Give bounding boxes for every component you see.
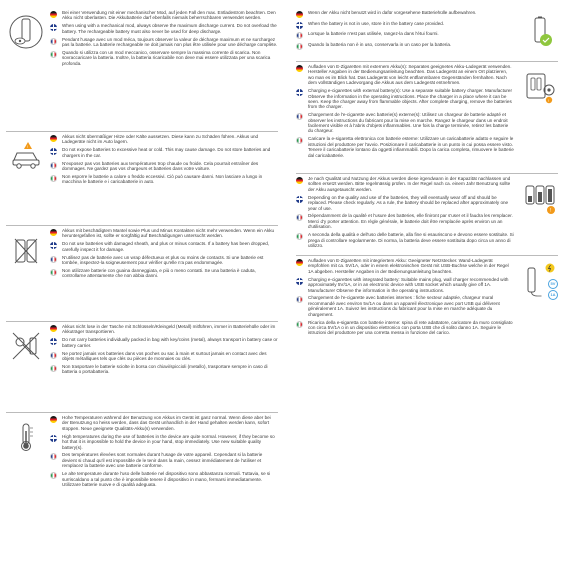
entry-text: Caricare la e-sigaretta elettronica con batterie esterne: Utilizzare un caricabatterie adatto e seguire le istruzioni del produttore per l'avvio. Posizionare il caricabatterie in un punto in cui possa essere visto. Tenere il caricabatterie lontano da oggetti infiammabili. Dopo la carica completa, rimuovere le batterie dal caricabatterie. [308,136,514,158]
flag-de-icon [50,135,57,142]
entry-text: Des températures élevées sont normales durant l'usage de votre appareil. Cependant si la batterie devient si chaud qu'il est impossible de le tenir dans la main, cessez immédiatement de l'utiliser et remplacez la batterie avec une batterie conforme. [62,452,263,469]
entry-en [296,88,514,110]
svg-text:!: ! [550,208,552,214]
entry-text: When the battery is not in use, store it in the battery case provided. [308,20,445,26]
section-replacement [296,176,558,256]
entry-text: Do not expose batteries to excessive heat or cold. This may cause damage. Do not store batteries and chargers in the car. [62,147,271,158]
entry-de [296,64,514,86]
entry-fr [296,31,514,39]
flag-it-icon [50,269,57,276]
entry-de [296,10,514,18]
entry-it [296,42,514,50]
section-entries [50,228,278,279]
entry-it [50,364,278,375]
entry-fr [50,161,278,172]
flag-en-icon [296,22,303,29]
entry-text: Bei einer Verwendung mit einer mechanischer Mod, auf jeden Fall den max. Entladestrom beachten. Den Akku nicht überlasten. Die Akkubatterie darf ebenfalls niemals beherrschbaren verwendet werden. [62,10,276,21]
current-badge: 1A [548,290,558,300]
entry-de [296,258,514,274]
flag-en-icon [50,148,57,155]
flag-fr-icon [50,162,57,169]
entry-text: Non utilizzare batterie con guaina danneggiata, e più o meno contatti. Se una batteria è caduta, controllarne attentamente che non abbia danni. [62,267,256,279]
entry-en [296,195,514,211]
entry-de [50,324,278,335]
entry-text: Lorsque la batterie n'est pas utilisée, rangez-la dans l'étui fourni. [308,31,439,36]
flag-de-icon [296,11,303,18]
flag-it-icon [296,137,303,144]
flag-de-icon [296,65,303,72]
entry-text: Non trasportare le batterie sciolte in borsa con chiavi/spiccioli (metallo), trasportare sempre in caso di batteria o portabatteria. [62,363,268,375]
thermometer-icon [8,419,44,455]
entry-en [296,21,514,29]
flag-en-icon [296,278,303,285]
section-entries [50,324,278,375]
entry-text: Chargement de l'e-cigarette avec batterie(s) externe(s): Utilisez un chargeur de batterie adapté et observer les instructions du fabricant pour la mise en marche. Rangez le chargeur dans un endroit facilement visible et à l'abris d'objets inflammables. Une fois la charge terminée, retirez les batterie du chargeur. [308,112,509,134]
flag-it-icon [50,472,57,479]
right-column [296,8,558,363]
entry-text: Ne portez jamais vos batteries dans vos poches ou sac à main et surtout jamais en contact avec des objets métalliques tels que clés ou pièces de monnaies ou clés. [62,350,267,362]
battery-check-icon [522,14,558,50]
entry-text: Depending on the quality and use of the batteries, they will eventually wear off and should be replaced. Please check regularly. As a rule, the battery should be replaced after approximately one year of use. [308,194,509,211]
entry-text: Le alte temperature durante l'uso delle batterie nel dispositivo sono abbastanza normali. Tuttavia, se si surriscaldano a tal punto che è impossibile tenere il dispositivo in mano, fermarsi immediatamente. Utilizzare batterie nuove e di qualità adeguata. [62,471,271,487]
flag-de-icon [296,177,303,184]
flag-it-icon [296,43,303,50]
section-keys-coins [6,324,278,413]
flag-de-icon [50,416,57,423]
section-mechanical-mod [6,10,278,132]
flag-fr-icon [50,256,57,263]
entry-text: Non esporre le batterie a calore o freddo eccessivi. Ciò può causare danni. Non lasciare a lungo in macchina le batterie e i caricabatterie in auto. [62,173,263,185]
entry-it [296,320,514,336]
entry-text: When using with a mechanical mod, always observe the maximum discharge current. Do not overload the battery. The rechargeable battery must also never be used for deep discharge. [62,23,277,34]
entry-it [50,471,278,487]
entry-de [296,176,514,192]
entry-text: Aufladen von E-Zigaretten mit externem Akku(s): Separates geeignetes Akku-Ladegerät verwenden. Hersteller Angaben in der Bedienungsanleitung beachten. Das Ladegerät an einem Ort platzieren, wo man es im Blick hat. Das Ladegerät von leicht entflammbaren Gegenständen fernhalten. Nach dem vollständigen Ladevorgang die Akkus aus dem Ladegerät entnehmen. [308,64,512,86]
section-entries [296,10,514,50]
entry-it [296,136,514,158]
entry-fr [296,213,514,229]
flag-fr-icon [296,296,303,303]
flag-fr-icon [50,352,57,359]
flag-it-icon [50,365,57,372]
entry-text: Do not use batteries with damaged sheath, and plus or minus contacts. If a battery has been dropped, carefully inspect it for damage. [62,241,270,252]
flag-de-icon [50,11,57,18]
entry-text: Chargement de l'e-cigarette avec batteries internes : fiche secteur adaptée, chargeur mural recommandé avec environ 5v/1A ou dans un appareil électronique avec port USB qui délivrent généralement 1A. Suivez les instructions du fabricant pour la mise en marche adéquate du chargement. [308,295,500,317]
entry-de [50,134,278,145]
entry-text: Quando si utilizza con un mod meccanico, osservare sempre la massima corrente di scarica. Non sovraccaricare la batteria. Inoltre, la batteria ricaricabile non deve mai essere utilizzata per una scarica profonda. [62,49,271,66]
flag-fr-icon [296,32,303,39]
usb-charging-icon [522,262,558,298]
flag-de-icon [296,259,303,266]
entry-text: A seconda della qualità e dell'uso delle batterie, alla fine si esauriscono e devono essere sostituite. Si prega di controllare regolarmente. Di norma, la batteria deve essere sostituita dopo circa un anno di utilizzo. [308,232,514,248]
section-entries [296,64,514,158]
entry-text: Quando la batteria non è in uso, conservarla in un caso per la batteria. [308,41,452,47]
entry-en [50,23,278,34]
section-entries [50,415,278,487]
entry-text: Charging e-cigarettes with external battery(s): Use a separate suitable battery charger. Manufacturer Observe the information in the operating instructions. Place the charger in a place where it can be seen. Keep the charger away from flammable objects. After complete charging, remove the batteries from the charger. [308,88,513,110]
flag-it-icon [296,321,303,328]
section-heat-cold [6,134,278,226]
entry-text: Wenn der Akku nicht benutzt wird in dafür vorgesehene Batteriehülle aufbewahren. [308,10,477,15]
entry-it [296,232,514,248]
flag-it-icon [50,51,57,58]
flag-de-icon [50,325,57,332]
section-entries [50,10,278,66]
battery-levels-icon [522,180,558,216]
entry-de [50,10,278,21]
flag-fr-icon [50,38,57,45]
entry-it [50,50,278,66]
section-temperature [6,415,278,569]
entry-fr [50,255,278,266]
entry-text: Dépendamment de la qualité et l'usure des batteries, elle finiront par s'user et il faudra les remplacer. Merci d'y porter attention. En règle générale, le batterie doit être remplacée après environ un an d'utilisation. [308,213,513,230]
entry-en [50,147,278,158]
entry-en [50,434,278,450]
entry-text: High temperatures during the use of batteries in the device are quite normal. However, if they become so hot that it is impossible to hold the device in your hand, stop immediately. Use new suitable quality battery(s). [62,433,275,450]
entry-text: Akkus nicht lose in der Tasche mit Schlüsseln/Kleingeld (Metall) mitführen, immer in Batteriehülle oder im Akkuträger transportieren. [62,324,276,335]
flag-en-icon [50,24,57,31]
flag-en-icon [296,196,303,203]
charger-observe-icon [522,68,558,104]
entry-de [50,415,278,431]
flag-en-icon [50,242,57,249]
entry-text: Charging e-cigarettes with integrated battery: Suitable mains plug, wall charger recommended with approximately 5V/1A, or in an electronic device with USB socket which usually give off 1A. Manufacturer Observe the information in the operating instructions. [308,276,509,293]
entry-text: Do not carry batteries individually packed in bag with key/coins (metal), always transport in battery case or battery carrier. [62,337,278,348]
entry-it [50,174,278,185]
entry-text: Aufladen von E-Zigaretten mit integriertem Akku: Geeigneter Netzstecker. Wand-Ladegerät empfohlen mit ca. 5V/1A, oder in einem elektronischen Gerät mit USB-Buchse welche in der Regel 1A abgeben. Hersteller Angaben in der Bedienungsanleitung beachten. [308,258,509,274]
flag-de-icon [50,229,57,236]
entry-fr [296,295,514,317]
flag-it-icon [50,175,57,182]
entry-en [50,337,278,348]
entry-fr [50,452,278,468]
svg-text:!: ! [548,97,550,103]
entry-it [50,268,278,279]
entry-text: Je nach Qualität und Nutzung der Akkus werden diese irgendwann in der Kapazität nachlassen und sollten ersetzt werden. Bitte regelmässig prüfen. In der Regel nach ca. einem Jahr Benutzung sollte der Akku ausgetauscht werden. [308,176,511,192]
entry-en [50,241,278,252]
left-column [6,8,278,569]
entry-fr [50,37,278,48]
section-entries [50,134,278,185]
entry-fr [296,112,514,134]
section-external-charging [296,64,558,174]
flag-fr-icon [296,113,303,120]
entry-text: Akkus mit beschädigtem Mantel sowie Plus und Minus Kontakten nicht mehr verwenden. Wenn ein Akku heruntergefallen ist, sollte er sorgfältig auf Beschädigungen untersucht werden. [62,228,275,239]
car-heat-icon [8,138,44,174]
entry-text: Hohe Temperaturen während der Benutzung von Akkus im Gerät ist ganz normal. Wenn diese aber bei der Benutzung so heiss werden, dass das Gerät unhandlich in der Hand gehalten werden kann, sofort stoppen. Neue geeignete Qualitäts-Akku(s) verwenden. [62,415,271,431]
section-usb-charging [296,258,558,363]
flag-en-icon [50,435,57,442]
flag-en-icon [296,89,303,96]
keys-battery-crossed-icon [8,328,44,364]
entry-de [50,228,278,239]
flag-fr-icon [50,453,57,460]
section-storage [296,10,558,62]
entry-text: Pendant l'usage avec un mod méca, toujours observer la valeur de décharge maximum et ne surchargez pas la batterie. La batterie rechargeable ne doit jamais non plus être utilisée pour une décharge complète. [62,36,278,48]
entry-text: Akkus nicht übermäßiger Hitze oder Kälte aussetzen. Diese kann zu Schäden führen. Akkus und Ladegeräte nicht im Auto lagern. [62,134,259,145]
section-entries [296,176,514,248]
e-cigarette-eye-icon [8,14,44,50]
section-entries [296,258,514,336]
flag-it-icon [296,233,303,240]
svg-text:!: ! [27,144,29,149]
section-damaged-battery [6,228,278,322]
flag-fr-icon [296,214,303,221]
entry-text: Ricarica della e-sigaretta con batterie interne: spina di rete adattatore, caricatore da muro consigliato con circa 5V/1A o in un dispositivo elettronico con porta USB che di solito danno 1A. Seguire le istruzioni del produttore per una corretta messa in funzione del carico. [308,319,513,336]
entry-text: N'utilisez pas de batterie avec un wrap défectueux et plus ou moins de contacts. Si une batterie est tombée, inspectez-la soigneusement pour vérifier qu'elle n'a pas endommagée. [62,254,264,266]
damaged-battery-icon [8,232,44,268]
entry-text: N'exposez pas vos batteries aux températures trop chaude ou froide. Cela pourrait entraîner des dommages. Ne gardez pas vos chargeurs et batteries dans votre voiture. [62,160,259,172]
flag-en-icon [50,338,57,345]
entry-fr [50,351,278,362]
entry-en [296,277,514,293]
voltage-badge: 5V [548,279,558,289]
